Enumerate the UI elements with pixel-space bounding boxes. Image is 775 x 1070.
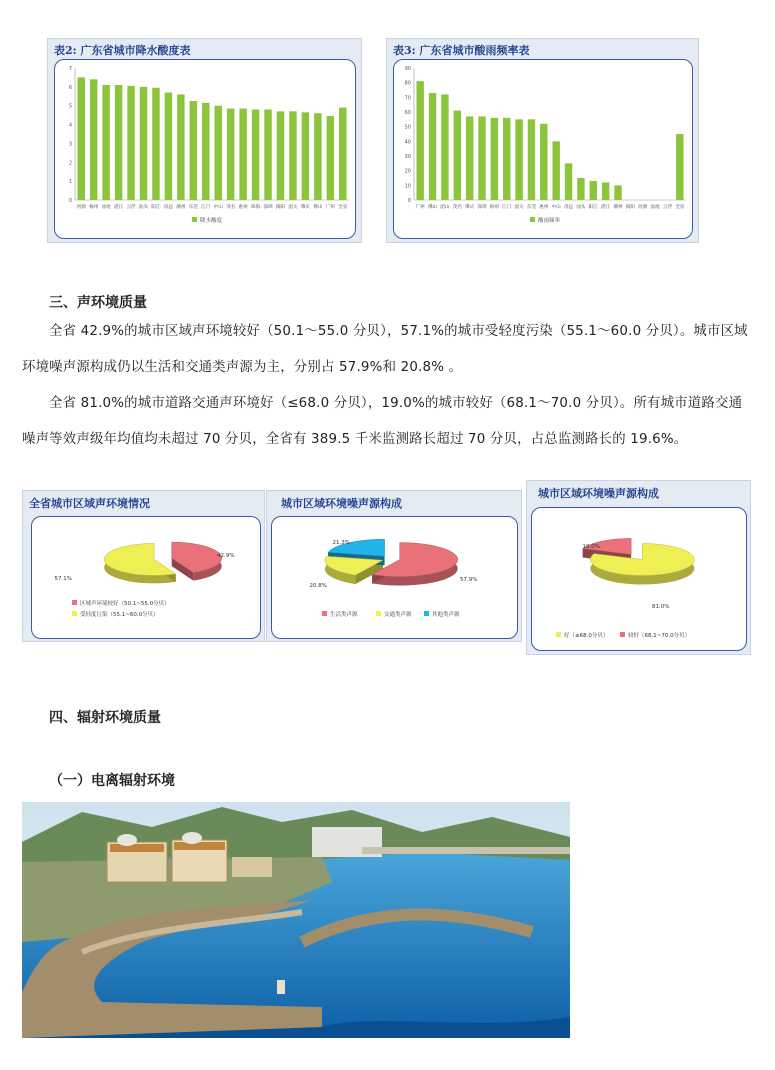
x-tick-label: 云浮 xyxy=(126,205,136,210)
legend-swatch xyxy=(376,611,381,616)
y-tick-label: 6 xyxy=(68,84,72,91)
bar xyxy=(540,124,547,200)
bar xyxy=(277,111,284,200)
bar-chart-precip-acidity xyxy=(55,60,355,238)
x-tick-label: 肇庆 xyxy=(465,205,475,210)
x-tick-label: 汕尾 xyxy=(101,205,111,210)
nuclear-power-plant-photo xyxy=(22,802,570,1038)
bar xyxy=(676,134,683,200)
bar xyxy=(115,85,122,200)
legend-label: 生活类声源 xyxy=(330,612,358,618)
nuclear-power-plant-coastal-photo-icon xyxy=(22,802,570,1038)
y-tick-label: 70 xyxy=(404,95,411,102)
legend-label: 好（≤68.0分贝） xyxy=(564,633,609,639)
x-tick-label: 潮州 xyxy=(176,205,186,210)
y-tick-label: 60 xyxy=(404,110,411,116)
legend-label: 酸雨频率 xyxy=(538,218,561,224)
bar xyxy=(565,163,572,200)
legend-swatch xyxy=(424,611,429,616)
chart-title: 表3: 广东省城市酸雨频率表 xyxy=(393,44,530,57)
bar xyxy=(454,111,461,200)
bar xyxy=(327,116,334,200)
legend-swatch xyxy=(620,632,625,637)
y-tick-label: 40 xyxy=(404,139,411,146)
bar xyxy=(165,93,172,200)
bar xyxy=(441,94,448,200)
bar xyxy=(152,88,159,200)
legend-label: 受轻度污染（55.1~60.0分贝） xyxy=(80,612,159,618)
bar xyxy=(416,81,423,200)
y-tick-label: 20 xyxy=(404,168,411,175)
bar xyxy=(239,109,246,200)
bar xyxy=(289,111,296,200)
x-tick-label: 清远 xyxy=(563,205,574,210)
paragraph-regional-noise: 全省 42.9%的城市区域声环境较好（50.1～55.0 分贝），57.1%的城市受轻度污染（55.1～60.0 分贝）。城市区域环境噪声源构成仍以生活和交通类声源为主，分别占 57.9%和 20.8% 。 xyxy=(22,324,748,375)
x-tick-label: 河源 xyxy=(638,205,648,210)
x-tick-label: 汕尾 xyxy=(650,205,660,210)
chart-title: 城市区域环境噪声源构成 xyxy=(281,497,402,510)
x-tick-label: 揭阳 xyxy=(625,205,635,210)
x-tick-label: 茂名 xyxy=(452,205,462,210)
x-tick-label: 广州 xyxy=(325,205,335,210)
y-tick-label: 10 xyxy=(404,183,411,190)
chart-panel-acid-rain-frequency xyxy=(386,38,699,243)
bar xyxy=(190,101,197,200)
chart-title: 全省城市区域声环境情况 xyxy=(29,497,150,510)
bar xyxy=(614,185,621,200)
y-tick-label: 90 xyxy=(404,66,411,72)
bar xyxy=(590,181,597,200)
data-label: 81.0% xyxy=(652,604,670,610)
legend-label: 较好（68.1~70.0分贝） xyxy=(628,633,691,639)
x-tick-label: 肇庆 xyxy=(300,205,311,210)
bar xyxy=(102,85,109,200)
x-tick-label: 汕头 xyxy=(576,205,586,210)
section-heading-sound: 三、声环境质量 xyxy=(49,295,147,311)
legend-swatch xyxy=(72,611,77,616)
bar xyxy=(515,119,522,200)
bar xyxy=(177,94,184,200)
legend-swatch xyxy=(556,632,561,637)
bar xyxy=(214,106,221,200)
bar xyxy=(528,119,535,200)
pie-chart-noise-sources xyxy=(272,517,517,638)
x-tick-label: 全省 xyxy=(338,205,348,210)
x-tick-label: 茂名 xyxy=(226,205,236,210)
x-tick-label: 中山 xyxy=(551,205,561,210)
chart-panel-road-traffic-noise xyxy=(526,480,751,655)
bar xyxy=(227,109,234,200)
x-tick-label: 云浮 xyxy=(662,205,673,210)
x-tick-label: 深圳 xyxy=(263,205,273,210)
bar xyxy=(302,112,309,200)
x-tick-label: 阳江 xyxy=(151,205,161,210)
x-tick-label: 东莞 xyxy=(188,205,198,210)
y-tick-label: 4 xyxy=(68,122,72,129)
x-tick-label: 湛江 xyxy=(113,205,124,210)
chart-title: 城市区域环境噪声源构成 xyxy=(538,487,659,500)
x-tick-label: 佛山 xyxy=(427,205,438,210)
data-label: 57.1% xyxy=(54,576,72,582)
legend-label: 降水酸度 xyxy=(200,218,223,224)
x-tick-label: 中山 xyxy=(213,205,223,210)
x-tick-label: 深圳 xyxy=(477,205,487,210)
x-tick-label: 珠海 xyxy=(250,205,261,210)
bar xyxy=(90,79,97,200)
bar xyxy=(552,141,559,200)
data-label: 20.8% xyxy=(309,583,327,589)
bar xyxy=(314,113,321,200)
y-tick-label: 5 xyxy=(68,103,72,110)
bar xyxy=(503,118,510,200)
bar xyxy=(602,182,609,200)
chart-panel-precip-acidity xyxy=(47,38,362,243)
x-tick-label: 清远 xyxy=(163,205,174,210)
legend-swatch xyxy=(322,611,327,616)
y-tick-label: 0 xyxy=(407,198,411,204)
bar xyxy=(77,77,84,200)
bar xyxy=(140,87,147,200)
x-tick-label: 江门 xyxy=(201,205,211,210)
legend-label: 其他类声源 xyxy=(432,612,460,618)
x-tick-label: 广州 xyxy=(415,205,425,210)
y-tick-label: 2 xyxy=(68,160,72,167)
y-tick-label: 0 xyxy=(68,198,72,204)
sound-paragraphs xyxy=(22,314,752,458)
bar xyxy=(478,116,485,200)
y-tick-label: 1 xyxy=(68,179,72,186)
section-heading-radiation: 四、辐射环境质量 xyxy=(49,710,161,726)
x-tick-label: 揭阳 xyxy=(275,205,286,210)
bar xyxy=(252,109,259,200)
data-label: 42.9% xyxy=(217,553,235,559)
bar xyxy=(577,178,584,200)
bar xyxy=(127,86,134,200)
bar-chart-acid-rain-frequency xyxy=(394,60,692,238)
y-tick-label: 50 xyxy=(404,124,411,131)
chart-title: 表2: 广东省城市降水酸度表 xyxy=(54,44,191,57)
legend-swatch xyxy=(530,217,535,222)
x-tick-label: 河源 xyxy=(76,205,86,210)
bar xyxy=(202,103,209,200)
bar xyxy=(466,116,473,200)
legend-swatch xyxy=(72,600,77,605)
x-tick-label: 韶关 xyxy=(288,205,298,210)
paragraph-traffic-noise: 全省 81.0%的城市道路交通声环境好（≤68.0 分贝），19.0%的城市较好（68.1～70.0 分贝）。所有城市道路交通噪声等效声级年均值均未超过 70 分贝，全省有 389.5 千米监测路长超过 70 分贝，占总监测路长的 19.6%。 xyxy=(22,396,743,447)
legend-label: 区域声环境较好（50.1~55.0分贝） xyxy=(80,601,170,607)
bar xyxy=(264,109,271,200)
bar xyxy=(339,108,346,200)
y-tick-label: 80 xyxy=(404,80,411,87)
pie-chart-regional-sound xyxy=(32,517,260,638)
chart-panel-regional-sound xyxy=(22,490,265,642)
chart-panel-noise-sources xyxy=(266,490,522,642)
pie-chart-road-traffic-noise xyxy=(532,508,746,650)
x-tick-label: 汕头 xyxy=(138,205,149,210)
x-tick-label: 潮州 xyxy=(613,205,623,210)
y-tick-label: 7 xyxy=(68,66,72,72)
data-label: 19.0% xyxy=(582,544,600,550)
subsection-heading-ionizing: （一）电离辐射环境 xyxy=(49,773,175,789)
x-tick-label: 梅州 xyxy=(89,205,99,210)
x-tick-label: 阳江 xyxy=(588,205,598,210)
y-tick-label: 3 xyxy=(68,141,72,148)
bar xyxy=(491,118,498,200)
x-tick-label: 全省 xyxy=(675,205,685,210)
x-tick-label: 江门 xyxy=(502,205,512,210)
x-tick-label: 惠州 xyxy=(238,205,248,210)
x-tick-label: 湛江 xyxy=(601,205,611,210)
x-tick-label: 佛山 xyxy=(313,205,323,210)
x-tick-label: 梅州 xyxy=(489,205,499,210)
y-tick-label: 30 xyxy=(404,154,411,160)
legend-swatch xyxy=(192,217,197,222)
data-label: 57.9% xyxy=(460,577,478,583)
x-tick-label: 韶关 xyxy=(514,205,524,210)
legend-label: 交通类声源 xyxy=(384,612,412,618)
x-tick-label: 惠州 xyxy=(539,205,549,210)
x-tick-label: 韶山 xyxy=(440,205,450,210)
data-label: 21.3% xyxy=(332,540,350,546)
bar xyxy=(429,93,436,200)
x-tick-label: 东莞 xyxy=(526,205,537,210)
